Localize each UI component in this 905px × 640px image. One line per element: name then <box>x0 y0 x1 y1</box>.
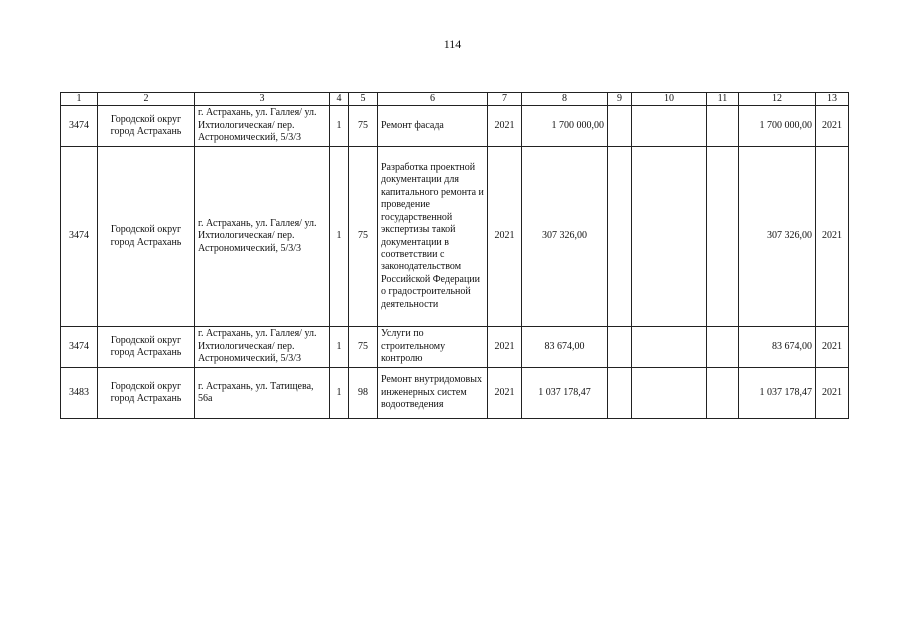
cell-total: 83 674,00 <box>739 327 816 368</box>
table-row <box>61 147 849 327</box>
cell-col5: 75 <box>349 327 378 368</box>
register-table <box>60 92 849 419</box>
cell-work-type: Ремонт внутридомовых инженерных систем водоотведения <box>378 368 488 419</box>
cell-end-year: 2021 <box>816 147 849 327</box>
header-cell: 11 <box>707 93 739 106</box>
cell-col9 <box>608 106 632 147</box>
header-cell: 4 <box>330 93 349 106</box>
cell-municipality: Городской округ город Астрахань <box>98 327 195 368</box>
cell-work-type: Разработка проектной документации для капитального ремонта и проведение государственной экспертизы такой документации в соответствии с законодательством Российской Федерации о градостроительной деятельности <box>378 147 488 327</box>
cell-col4: 1 <box>330 147 349 327</box>
cell-id: 3483 <box>61 368 98 419</box>
cell-end-year: 2021 <box>816 368 849 419</box>
header-cell: 6 <box>378 93 488 106</box>
cell-col10 <box>632 327 707 368</box>
header-cell: 13 <box>816 93 849 106</box>
header-cell: 12 <box>739 93 816 106</box>
cell-municipality: Городской округ город Астрахань <box>98 368 195 419</box>
cell-id: 3474 <box>61 147 98 327</box>
header-row <box>61 93 849 106</box>
cell-id: 3474 <box>61 327 98 368</box>
cell-col5: 98 <box>349 368 378 419</box>
header-cell: 10 <box>632 93 707 106</box>
cell-col11 <box>707 106 739 147</box>
cell-id: 3474 <box>61 106 98 147</box>
cell-cost: 307 326,00 <box>522 147 608 327</box>
cell-work-type: Ремонт фасада <box>378 106 488 147</box>
table-row <box>61 327 849 368</box>
cell-col11 <box>707 368 739 419</box>
header-cell: 1 <box>61 93 98 106</box>
cell-address: г. Астрахань, ул. Татищева, 56а <box>195 368 330 419</box>
header-cell: 9 <box>608 93 632 106</box>
cell-col5: 75 <box>349 147 378 327</box>
cell-cost: 83 674,00 <box>522 327 608 368</box>
cell-address: г. Астрахань, ул. Галлея/ ул. Ихтиологическая/ пер. Астрономический, 5/3/3 <box>195 327 330 368</box>
cell-col9 <box>608 368 632 419</box>
table-row <box>61 106 849 147</box>
header-cell: 3 <box>195 93 330 106</box>
cell-col9 <box>608 327 632 368</box>
table-row <box>61 368 849 419</box>
cell-address: г. Астрахань, ул. Галлея/ ул. Ихтиологическая/ пер. Астрономический, 5/3/3 <box>195 147 330 327</box>
cell-total: 1 037 178,47 <box>739 368 816 419</box>
cell-col4: 1 <box>330 368 349 419</box>
cell-municipality: Городской округ город Астрахань <box>98 106 195 147</box>
cell-year: 2021 <box>488 327 522 368</box>
cell-col10 <box>632 106 707 147</box>
cell-col11 <box>707 327 739 368</box>
cell-col9 <box>608 147 632 327</box>
cell-cost: 1 037 178,47 <box>522 368 608 419</box>
cell-year: 2021 <box>488 106 522 147</box>
cell-year: 2021 <box>488 368 522 419</box>
cell-year: 2021 <box>488 147 522 327</box>
cell-municipality: Городской округ город Астрахань <box>98 147 195 327</box>
cell-work-type: Услуги по строительному контролю <box>378 327 488 368</box>
cell-total: 1 700 000,00 <box>739 106 816 147</box>
cell-cost: 1 700 000,00 <box>522 106 608 147</box>
cell-col4: 1 <box>330 106 349 147</box>
cell-col11 <box>707 147 739 327</box>
cell-col10 <box>632 368 707 419</box>
header-cell: 8 <box>522 93 608 106</box>
cell-end-year: 2021 <box>816 106 849 147</box>
cell-col4: 1 <box>330 327 349 368</box>
cell-end-year: 2021 <box>816 327 849 368</box>
header-cell: 2 <box>98 93 195 106</box>
cell-col5: 75 <box>349 106 378 147</box>
cell-total: 307 326,00 <box>739 147 816 327</box>
page-number: 114 <box>443 37 462 51</box>
cell-address: г. Астрахань, ул. Галлея/ ул. Ихтиологическая/ пер. Астрономический, 5/3/3 <box>195 106 330 147</box>
header-cell: 5 <box>349 93 378 106</box>
header-cell: 7 <box>488 93 522 106</box>
cell-col10 <box>632 147 707 327</box>
